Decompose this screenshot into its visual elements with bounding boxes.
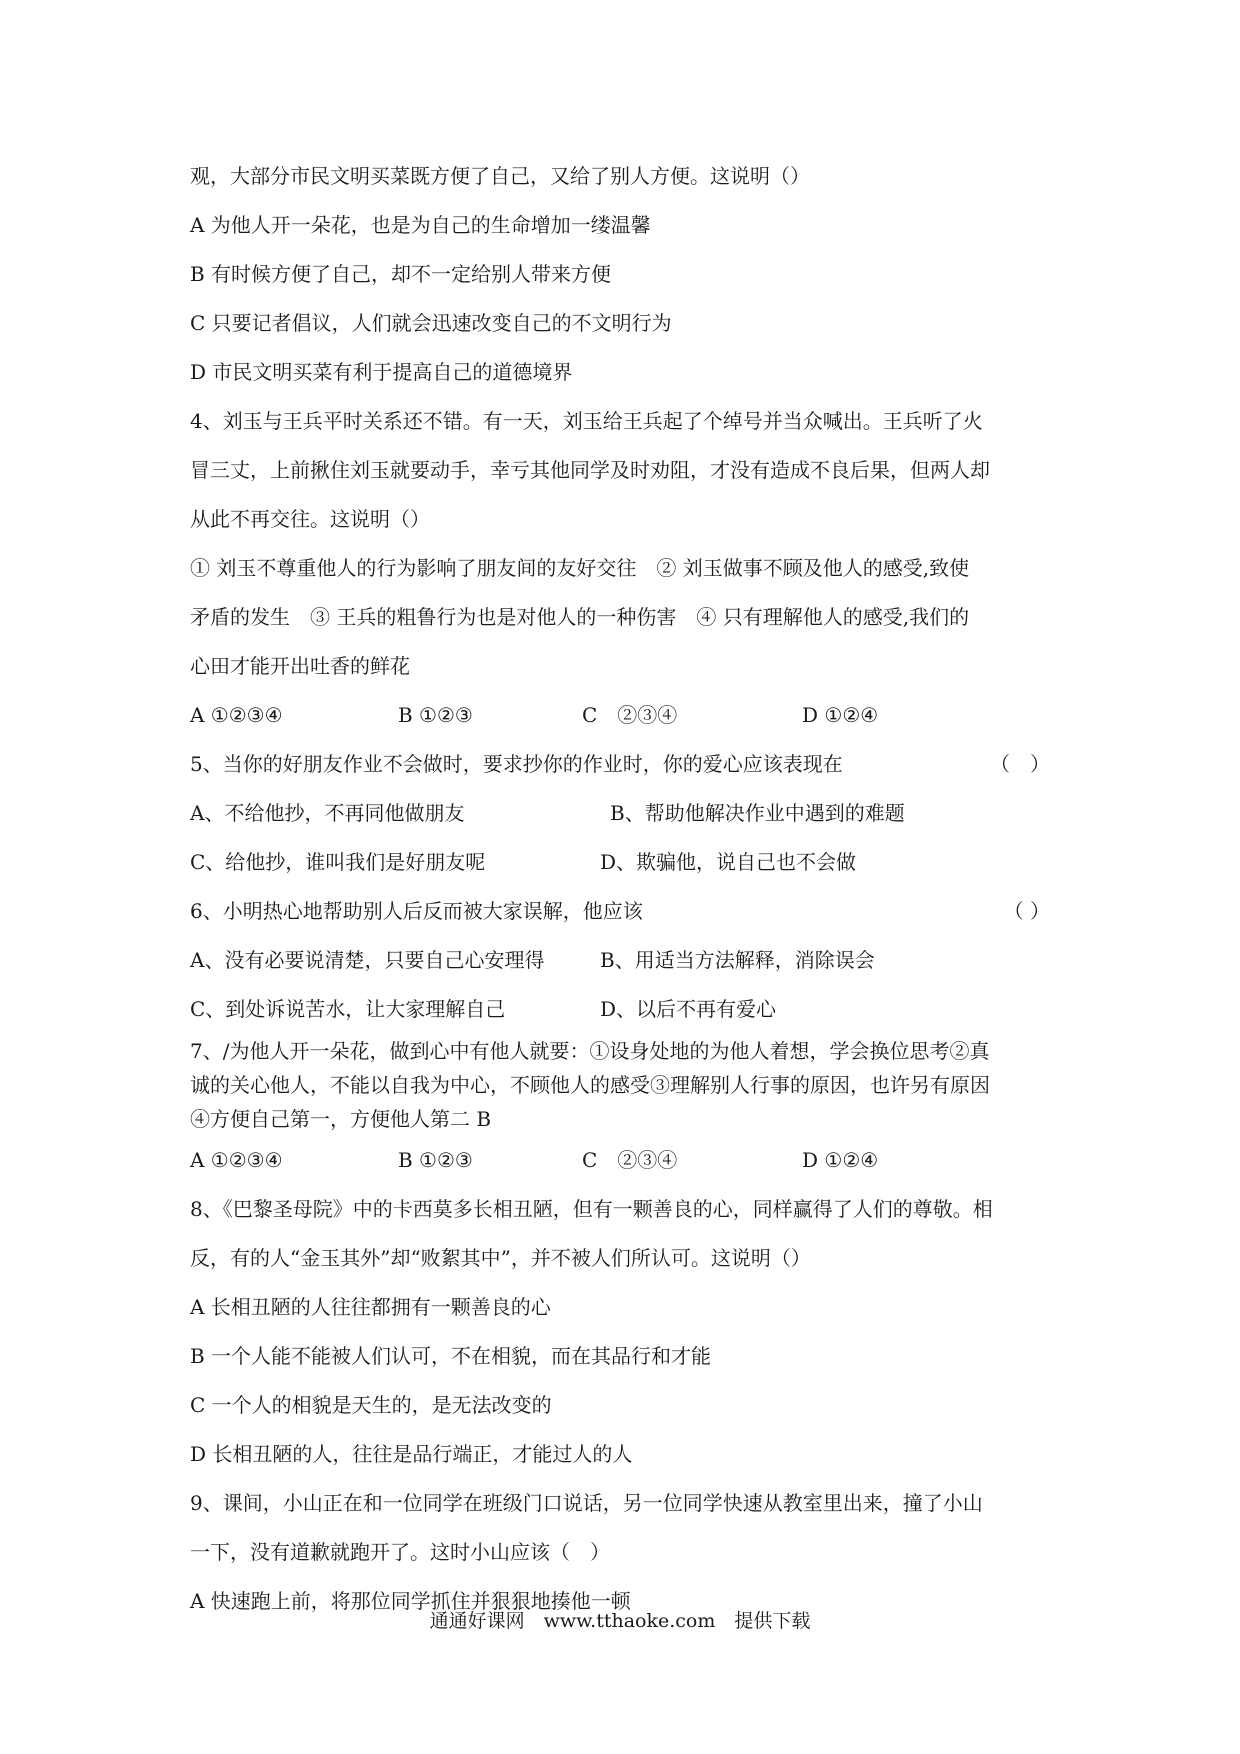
- question-7-options: [190, 1136, 1070, 1185]
- option-b: B ①②③: [398, 1148, 473, 1172]
- question-4-text: 冒三丈，上前揪住刘玉就要动手，幸亏其他同学及时劝阻，才没有造成不良后果，但两人却: [190, 458, 990, 482]
- question-4-statements: 心田才能开出吐香的鲜花: [190, 654, 410, 678]
- option-c: C ②③④: [582, 1148, 678, 1172]
- option-b: B、用适当方法解释，消除误会: [600, 948, 875, 972]
- question-7-text: 诚的关心他人，不能以自我为中心，不顾他人的感受③理解别人行事的原因，也许另有原因: [190, 1073, 990, 1097]
- option-b: B ①②③: [398, 703, 473, 727]
- option-d: D、以后不再有爱心: [600, 997, 777, 1021]
- option-b: B 一个人能不能被人们认可，不在相貌，而在其品行和才能: [190, 1344, 712, 1368]
- question-8-text: 8、《巴黎圣母院》中的卡西莫多长相丑陋，但有一颗善良的心，同样赢得了人们的尊敬。相: [190, 1197, 993, 1221]
- option-line: B 有时候方便了自己，却不一定给别人带来方便: [190, 262, 612, 286]
- question-4-options: [190, 691, 1070, 740]
- question-8-text: 反，有的人“金玉其外”却“败絮其中”，并不被人们所认可。这说明（）: [190, 1246, 811, 1270]
- question-4-statements: ① 刘玉不尊重他人的行为影响了朋友间的友好交往 ② 刘玉做事不顾及他人的感受,致使: [190, 556, 970, 580]
- option-a: A、不给他抄，不再同他做朋友: [190, 801, 465, 825]
- question-4-statements: 矛盾的发生 ③ 王兵的粗鲁行为也是对他人的一种伤害 ④ 只有理解他人的感受,我们的: [190, 605, 970, 629]
- question-7-text: ④方便自己第一，方便他人第二 B: [190, 1107, 492, 1131]
- option-d: D、欺骗他，说自己也不会做: [600, 850, 857, 874]
- option-d: D ①②④: [802, 1148, 879, 1172]
- question-6-text: [190, 887, 1070, 936]
- question-5-text: [190, 740, 1070, 789]
- option-c: C ②③④: [582, 703, 678, 727]
- question-5-stem: 5、当你的好朋友作业不会做时，要求抄你的作业时，你的爱心应该表现在: [190, 752, 843, 776]
- answer-blank: （ ）: [1003, 899, 1050, 923]
- option-a: A ①②③④: [190, 703, 283, 727]
- question-4-text: 4、刘玉与王兵平时关系还不错。有一天，刘玉给王兵起了个绰号并当众喊出。王兵听了火: [190, 409, 983, 433]
- option-line: C 只要记者倡议，人们就会迅速改变自己的不文明行为: [190, 311, 672, 335]
- option-line: D 市民文明买菜有利于提高自己的道德境界: [190, 360, 573, 384]
- option-d: D 长相丑陋的人，往往是品行端正，才能过人的人: [190, 1442, 633, 1466]
- document-body: [190, 152, 1070, 1626]
- page-footer: 通通好课网 www.tthaoke.com 提供下载: [429, 1610, 811, 1632]
- option-c: C 一个人的相貌是天生的，是无法改变的: [190, 1393, 552, 1417]
- question-9-text: 一下，没有道歉就跑开了。这时小山应该（ ）: [190, 1540, 610, 1564]
- question-5-options-row: [190, 838, 1070, 887]
- option-c: C、到处诉说苦水，让大家理解自己: [190, 997, 506, 1021]
- option-b: B、帮助他解决作业中遇到的难题: [610, 801, 905, 825]
- answer-blank: （ ）: [990, 752, 1050, 776]
- option-a: A 快速跑上前，将那位同学抓住并狠狠地揍他一顿: [190, 1589, 631, 1613]
- question-9-text: 9、课间，小山正在和一位同学在班级门口说话，另一位同学快速从教室里出来，撞了小山: [190, 1491, 983, 1515]
- option-c: C、给他抄，谁叫我们是好朋友呢: [190, 850, 486, 874]
- option-a: A 长相丑陋的人往往都拥有一颗善良的心: [190, 1295, 551, 1319]
- text-line: 观，大部分市民文明买菜既方便了自己，又给了别人方便。这说明（）: [190, 164, 810, 188]
- option-d: D ①②④: [802, 703, 879, 727]
- question-6-options-row: [190, 936, 1070, 985]
- question-5-options-row: [190, 789, 1070, 838]
- option-a: A ①②③④: [190, 1148, 283, 1172]
- option-a: A、没有必要说清楚，只要自己心安理得: [190, 948, 545, 972]
- question-6-stem: 6、小明热心地帮助别人后反而被大家误解，他应该: [190, 899, 643, 923]
- option-line: A 为他人开一朵花，也是为自己的生命增加一缕温馨: [190, 213, 651, 237]
- question-7-text: 7、/为他人开一朵花，做到心中有他人就要：①设身处地的为他人着想，学会换位思考②真: [190, 1039, 990, 1063]
- question-4-text: 从此不再交往。这说明（）: [190, 507, 430, 531]
- question-6-options-row: [190, 985, 1070, 1034]
